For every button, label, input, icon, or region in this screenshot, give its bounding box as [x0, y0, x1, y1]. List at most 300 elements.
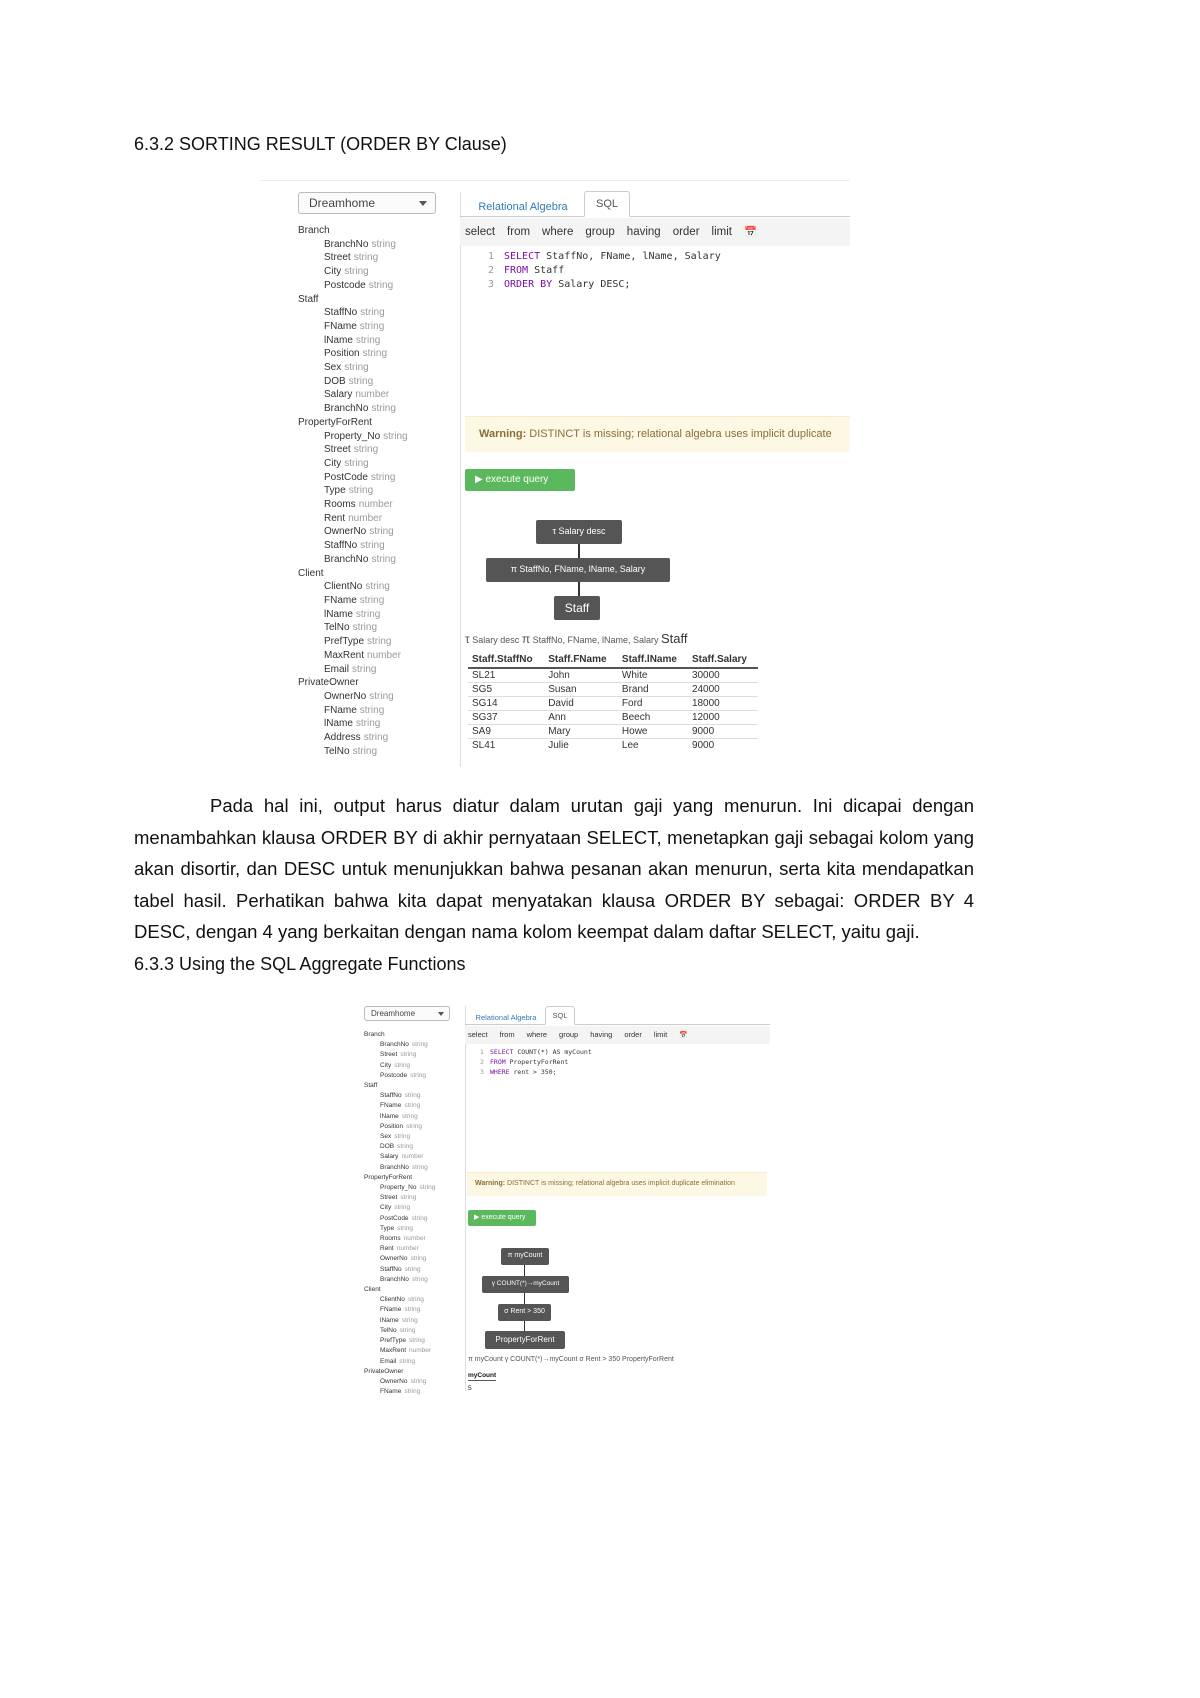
attribute-name: StaffNo — [380, 1092, 402, 1100]
attribute-type: string — [368, 279, 394, 291]
attribute-type: string — [353, 252, 379, 264]
schema-attribute[interactable] — [364, 1163, 435, 1173]
database-select-value: Dreamhome — [309, 196, 376, 210]
attribute-type: number — [355, 389, 390, 401]
schema-attribute[interactable] — [298, 238, 408, 252]
schema-relation-client[interactable]: Client — [298, 567, 324, 579]
code-line — [480, 1067, 592, 1077]
schema-attribute[interactable] — [298, 484, 408, 498]
toolbar-where[interactable]: where — [526, 1030, 548, 1039]
database-select[interactable] — [298, 192, 436, 214]
toolbar-having[interactable]: having — [626, 226, 661, 238]
attribute-name: Email — [324, 663, 350, 675]
schema-attribute[interactable] — [298, 635, 408, 649]
schema-attribute[interactable] — [364, 1132, 435, 1142]
sql-keyword: ORDER BY — [504, 279, 553, 290]
attribute-type: string — [419, 1184, 436, 1192]
attribute-type: string — [370, 471, 396, 483]
result-table — [468, 652, 758, 752]
attribute-name: Email — [380, 1357, 397, 1365]
table-cell: Lee — [618, 739, 688, 753]
relational-algebra-expression — [465, 631, 688, 646]
schema-attribute[interactable] — [298, 402, 408, 416]
tab-relational-algebra[interactable]: Relational Algebra — [478, 201, 568, 213]
schema-attribute[interactable] — [298, 704, 408, 718]
attribute-type: string — [365, 581, 390, 593]
schema-attribute[interactable] — [298, 388, 408, 402]
tab-relational-algebra[interactable]: Relational Algebra — [475, 1013, 537, 1022]
toolbar-group[interactable]: group — [585, 226, 615, 238]
section-heading-aggregate: 6.3.3 Using the SQL Aggregate Functions — [134, 954, 466, 974]
attribute-type: number — [396, 1245, 419, 1253]
table-cell: Mary — [544, 725, 618, 739]
table-row — [468, 668, 758, 683]
attribute-name: FName — [324, 320, 357, 332]
table-row — [468, 683, 758, 697]
schema-attribute[interactable] — [298, 580, 408, 594]
attribute-name: Rooms — [324, 499, 356, 511]
attribute-type: number — [403, 1235, 426, 1243]
attribute-type: string — [369, 690, 394, 702]
tree-node-relation-propertyforrent[interactable]: PropertyForRent — [485, 1331, 565, 1349]
attribute-type: string — [404, 1265, 421, 1273]
calendar-icon[interactable]: 📅 — [744, 227, 757, 238]
tree-node-sort[interactable]: τ Salary desc — [536, 520, 622, 544]
attribute-type: string — [355, 334, 381, 346]
attribute-name: Salary — [380, 1153, 399, 1161]
attribute-name: BranchNo — [324, 553, 369, 565]
attribute-name: City — [380, 1204, 392, 1212]
schema-attribute[interactable] — [364, 1071, 435, 1081]
attribute-name: Street — [380, 1194, 398, 1202]
attribute-name: FName — [324, 704, 357, 716]
schema-attribute[interactable] — [364, 1336, 435, 1346]
attribute-type: string — [348, 485, 374, 497]
attribute-name: FName — [380, 1102, 402, 1110]
tree-node-projection[interactable]: π myCount — [501, 1248, 549, 1265]
schema-attribute[interactable] — [298, 717, 408, 731]
line-number: 1 — [480, 1048, 484, 1056]
schema-attribute[interactable] — [364, 1234, 435, 1244]
attribute-type: string — [410, 1071, 427, 1079]
attribute-type: string — [371, 553, 396, 565]
schema-relation-staff[interactable]: Staff — [364, 1082, 378, 1090]
pi-subscript: StaffNo, FName, lName, Salary — [532, 635, 659, 645]
sql-keyword: FROM — [490, 1058, 506, 1066]
schema-attribute[interactable] — [298, 306, 408, 320]
attribute-type: string — [348, 375, 374, 387]
schema-attribute[interactable] — [364, 1254, 435, 1264]
toolbar-select[interactable]: select — [468, 1030, 488, 1039]
attribute-name: Position — [324, 348, 360, 360]
sql-keyword-toolbar — [465, 1026, 770, 1044]
warning-banner — [465, 416, 850, 452]
schema-relation-privateowner[interactable]: PrivateOwner — [364, 1367, 404, 1375]
schema-attribute[interactable] — [298, 361, 408, 375]
attribute-name: Rooms — [380, 1235, 401, 1243]
schema-tree — [364, 1030, 435, 1395]
execute-query-button[interactable] — [468, 1210, 536, 1226]
attribute-type: string — [394, 1133, 411, 1141]
table-row — [468, 711, 758, 725]
schema-relation-client[interactable]: Client — [364, 1286, 381, 1294]
schema-relation-staff[interactable]: Staff — [298, 293, 319, 305]
sql-text: Staff — [528, 265, 565, 276]
warning-text: DISTINCT is missing; relational algebra uses implicit duplicate — [526, 428, 832, 440]
table-cell: 9000 — [688, 725, 758, 739]
schema-attribute[interactable] — [298, 649, 408, 663]
attribute-type: string — [407, 1296, 424, 1304]
schema-attribute[interactable] — [298, 320, 408, 334]
warning-text: DISTINCT is missing; relational algebra uses implicit duplicate elimination — [505, 1180, 735, 1187]
toolbar-from[interactable]: from — [499, 1030, 515, 1039]
attribute-name: Type — [380, 1224, 395, 1232]
attribute-name: BranchNo — [380, 1163, 409, 1171]
toolbar-order[interactable]: order — [672, 226, 700, 238]
schema-attribute[interactable] — [364, 1295, 435, 1305]
attribute-type: string — [400, 1051, 417, 1059]
attribute-type: string — [371, 238, 396, 250]
section-heading-sorting: 6.3.2 SORTING RESULT (ORDER BY Clause) — [134, 134, 507, 154]
body-paragraph — [134, 790, 974, 948]
attribute-name: Sex — [380, 1133, 392, 1141]
schema-attribute[interactable] — [364, 1214, 435, 1224]
attribute-name: ClientNo — [380, 1296, 405, 1304]
attribute-type: string — [411, 1041, 428, 1049]
schema-attribute[interactable] — [364, 1326, 435, 1336]
schema-attribute[interactable] — [364, 1091, 435, 1101]
attribute-type: string — [399, 1357, 416, 1365]
attribute-name: OwnerNo — [324, 690, 367, 702]
attribute-name: City — [380, 1061, 392, 1069]
top-border — [260, 180, 850, 181]
schema-attribute[interactable] — [364, 1193, 435, 1203]
attribute-type: string — [401, 1316, 418, 1324]
attribute-type: string — [352, 622, 378, 634]
attribute-type: number — [358, 499, 393, 511]
warning-banner — [467, 1172, 767, 1196]
relational-algebra-expression: π myCount γ COUNT(*)→myCount σ Rent > 350 PropertyForRent — [468, 1356, 674, 1363]
schema-attribute[interactable] — [298, 347, 408, 361]
schema-attribute[interactable] — [298, 279, 408, 293]
pane-divider — [465, 1006, 466, 1391]
attribute-type: string — [352, 663, 377, 675]
attribute-type: string — [410, 1255, 427, 1263]
attribute-type: string — [399, 1326, 416, 1334]
chevron-down-icon — [438, 1012, 444, 1016]
attribute-type: string — [355, 608, 381, 620]
schema-attribute[interactable] — [364, 1061, 435, 1071]
toolbar-having[interactable]: having — [590, 1030, 613, 1039]
attribute-type: string — [353, 444, 379, 456]
schema-attribute[interactable] — [364, 1265, 435, 1275]
schema-attribute[interactable] — [298, 621, 408, 635]
schema-attribute[interactable] — [364, 1275, 435, 1285]
column-header[interactable]: Staff.Salary — [688, 652, 758, 668]
schema-attribute[interactable] — [298, 375, 408, 389]
warning-label: Warning: — [479, 428, 527, 440]
schema-attribute[interactable] — [364, 1346, 435, 1356]
toolbar-order[interactable]: order — [624, 1030, 642, 1039]
expression-relation: Staff — [661, 631, 688, 646]
attribute-name: BranchNo — [380, 1041, 409, 1049]
attribute-name: MaxRent — [380, 1347, 407, 1355]
schema-attribute[interactable] — [298, 525, 408, 539]
schema-relation-propertyforrent[interactable]: PropertyForRent — [298, 416, 372, 428]
result-header-row — [468, 652, 758, 668]
attribute-type: string — [404, 1306, 421, 1314]
attribute-type: string — [360, 307, 385, 319]
tree-node-selection[interactable]: σ Rent > 350 — [498, 1304, 551, 1321]
schema-attribute[interactable] — [298, 471, 408, 485]
sql-text: PropertyForRent — [505, 1058, 569, 1066]
attribute-type: string — [344, 266, 369, 278]
attribute-type: string — [363, 732, 389, 744]
schema-attribute[interactable] — [298, 498, 408, 512]
attribute-name: lName — [324, 718, 353, 730]
tree-node-projection[interactable]: π StaffNo, FName, lName, Salary — [486, 558, 670, 582]
tab-sql[interactable]: SQL — [584, 191, 630, 217]
schema-attribute[interactable] — [298, 690, 408, 704]
schema-attribute[interactable] — [298, 430, 408, 444]
table-cell: Howe — [618, 725, 688, 739]
toolbar-where[interactable]: where — [542, 226, 574, 238]
table-cell: 12000 — [688, 711, 758, 725]
schema-attribute[interactable] — [298, 663, 408, 677]
code-line — [488, 250, 721, 264]
schema-attribute[interactable] — [364, 1152, 435, 1162]
attribute-type: string — [404, 1388, 421, 1395]
schema-attribute[interactable] — [298, 251, 408, 265]
tau-symbol: τ — [465, 632, 470, 646]
attribute-name: Postcode — [380, 1071, 408, 1079]
schema-attribute[interactable] — [364, 1142, 435, 1152]
toolbar-select[interactable]: select — [465, 226, 496, 238]
attribute-name: Sex — [324, 362, 342, 374]
table-cell: SL41 — [468, 739, 544, 753]
execute-query-button[interactable] — [465, 469, 575, 491]
table-cell: 24000 — [688, 683, 758, 697]
attribute-name: City — [324, 266, 342, 278]
attribute-type: string — [394, 1204, 411, 1212]
column-header[interactable]: Staff.lName — [618, 652, 688, 668]
tree-edge — [578, 582, 580, 596]
result-cell: 5 — [468, 1385, 472, 1392]
code-line — [480, 1057, 592, 1067]
sql-editor[interactable] — [480, 1047, 592, 1077]
tree-node-group[interactable]: γ COUNT(*)→myCount — [482, 1276, 569, 1293]
pi-symbol: π — [521, 632, 531, 646]
table-cell: David — [544, 697, 618, 711]
table-cell: 30000 — [688, 668, 758, 683]
sql-text: rent > 350; — [509, 1068, 557, 1076]
line-number: 3 — [488, 279, 495, 290]
code-line — [488, 264, 721, 278]
attribute-name: Address — [324, 732, 361, 744]
tree-edge — [524, 1321, 525, 1331]
attribute-name: DOB — [324, 375, 346, 387]
screenshot-sorting — [260, 180, 850, 770]
schema-attribute[interactable] — [298, 553, 408, 567]
attribute-name: City — [324, 457, 342, 469]
attribute-name: PostCode — [380, 1214, 409, 1222]
attribute-name: StaffNo — [380, 1265, 402, 1273]
schema-attribute[interactable] — [298, 457, 408, 471]
schema-attribute[interactable] — [364, 1050, 435, 1060]
attribute-name: ClientNo — [324, 581, 363, 593]
attribute-name: lName — [324, 608, 353, 620]
attribute-name: DOB — [380, 1143, 395, 1151]
attribute-name: Rent — [380, 1245, 394, 1253]
schema-attribute[interactable] — [364, 1122, 435, 1132]
table-row — [468, 725, 758, 739]
schema-attribute[interactable] — [298, 745, 408, 759]
attribute-type: string — [359, 594, 385, 606]
execute-query-label: execute query — [485, 474, 549, 485]
sql-text: COUNT(*) AS myCount — [513, 1048, 592, 1056]
table-cell: Ford — [618, 697, 688, 711]
attribute-name: TelNo — [380, 1326, 397, 1334]
attribute-name: BranchNo — [324, 403, 369, 415]
tab-sql[interactable]: SQL — [545, 1006, 575, 1025]
schema-attribute[interactable] — [298, 731, 408, 745]
attribute-name: Street — [324, 444, 351, 456]
paragraph-text: Pada hal ini, output harus diatur dalam urutan gaji yang menurun. Ini dicapai dengan menambahkan klausa ORDER BY di akhir pernyataan SELECT, menetapkan gaji sebagai kolom yang akan disortir, dan DESC untuk menunjukkan bahwa pesanan akan menurun, serta kita mendapatkan tabel hasil. Perhatikan bahwa kita dapat menyatakan klausa ORDER BY sebagai: ORDER BY 4 DESC, dengan 4 yang berkaitan dengan nama kolom keempat dalam daftar SELECT, yaitu gaji. — [134, 795, 974, 942]
sql-editor[interactable] — [488, 250, 721, 292]
schema-attribute[interactable] — [364, 1387, 435, 1395]
schema-attribute[interactable] — [364, 1224, 435, 1234]
attribute-type: string — [406, 1122, 423, 1130]
schema-attribute[interactable] — [298, 443, 408, 457]
attribute-name: MaxRent — [324, 649, 365, 661]
schema-attribute[interactable] — [298, 594, 408, 608]
attribute-name: FName — [380, 1388, 402, 1395]
schema-attribute[interactable] — [298, 512, 408, 526]
attribute-name: PostCode — [324, 471, 368, 483]
toolbar-group[interactable]: group — [559, 1030, 579, 1039]
toolbar-from[interactable]: from — [507, 226, 531, 238]
attribute-type: number — [409, 1347, 432, 1355]
schema-attribute[interactable] — [364, 1377, 435, 1387]
attribute-type: string — [352, 745, 378, 757]
attribute-type: string — [397, 1143, 413, 1151]
database-select[interactable] — [364, 1006, 450, 1021]
screenshot-aggregate — [360, 1000, 770, 1395]
tree-edge — [578, 544, 580, 558]
schema-attribute[interactable] — [364, 1316, 435, 1326]
schema-attribute[interactable] — [364, 1040, 435, 1050]
sql-keyword: SELECT — [490, 1048, 514, 1056]
attribute-type: string — [404, 1092, 421, 1100]
line-number: 3 — [480, 1068, 484, 1076]
attribute-name: BranchNo — [324, 238, 369, 250]
code-line — [488, 278, 721, 292]
attribute-type: string — [394, 1061, 411, 1069]
attribute-name: TelNo — [324, 745, 350, 757]
line-number: 1 — [488, 251, 495, 262]
table-cell: SG14 — [468, 697, 544, 711]
schema-attribute[interactable] — [364, 1203, 435, 1213]
attribute-name: OwnerNo — [324, 526, 367, 538]
schema-attribute[interactable] — [364, 1305, 435, 1315]
table-cell: Beech — [618, 711, 688, 725]
attribute-type: string — [371, 403, 396, 415]
attribute-type: string — [344, 362, 369, 374]
schema-tree — [298, 224, 408, 758]
line-number: 2 — [480, 1058, 484, 1066]
toolbar-limit[interactable]: limit — [711, 226, 732, 238]
attribute-name: BranchNo — [380, 1275, 409, 1283]
attribute-type: string — [401, 1112, 418, 1120]
attribute-name: StaffNo — [324, 540, 358, 552]
attribute-type: string — [367, 636, 392, 648]
attribute-type: string — [355, 718, 381, 730]
calendar-icon[interactable]: 📅 — [679, 1032, 688, 1039]
code-line — [480, 1047, 592, 1057]
schema-attribute[interactable] — [364, 1112, 435, 1122]
attribute-name: Position — [380, 1122, 404, 1130]
table-cell: Julie — [544, 739, 618, 753]
column-header[interactable]: Staff.FName — [544, 652, 618, 668]
attribute-type: string — [344, 457, 369, 469]
sql-keyword: FROM — [504, 265, 529, 276]
sql-keyword: WHERE — [490, 1068, 510, 1076]
schema-attribute[interactable] — [364, 1101, 435, 1111]
attribute-name: FName — [380, 1306, 402, 1314]
column-header[interactable]: Staff.StaffNo — [468, 652, 544, 668]
table-cell: SG37 — [468, 711, 544, 725]
schema-relation-propertyforrent[interactable]: PropertyForRent — [364, 1173, 413, 1181]
schema-attribute[interactable] — [364, 1357, 435, 1367]
attribute-name: OwnerNo — [380, 1255, 408, 1263]
attribute-type: string — [359, 320, 385, 332]
tree-node-relation-staff[interactable]: Staff — [554, 596, 600, 620]
table-cell: Ann — [544, 711, 618, 725]
attribute-name: StaffNo — [324, 307, 358, 319]
tree-edge — [524, 1293, 525, 1304]
attribute-type: number — [401, 1153, 424, 1161]
sql-text: Salary DESC; — [552, 279, 631, 290]
attribute-type: string — [411, 1275, 428, 1283]
schema-attribute[interactable] — [298, 608, 408, 622]
schema-attribute[interactable] — [298, 265, 408, 279]
tab-bar — [465, 1006, 770, 1025]
table-cell: SG5 — [468, 683, 544, 697]
attribute-type: number — [348, 512, 383, 524]
line-number: 2 — [488, 265, 495, 276]
attribute-type: string — [359, 704, 385, 716]
schema-attribute[interactable] — [298, 334, 408, 348]
attribute-name: PrefType — [380, 1337, 407, 1345]
attribute-name: Salary — [324, 389, 353, 401]
schema-attribute[interactable] — [298, 539, 408, 553]
schema-attribute[interactable] — [364, 1244, 435, 1254]
schema-attribute[interactable] — [364, 1183, 435, 1193]
table-cell: 18000 — [688, 697, 758, 711]
schema-relation-branch[interactable]: Branch — [298, 225, 330, 236]
table-cell: John — [544, 668, 618, 683]
toolbar-limit[interactable]: limit — [653, 1030, 668, 1039]
sql-keyword: SELECT — [504, 251, 541, 262]
schema-relation-privateowner[interactable]: PrivateOwner — [298, 677, 359, 689]
attribute-type: string — [360, 540, 385, 552]
attribute-name: lName — [380, 1316, 399, 1324]
table-row — [468, 697, 758, 711]
warning-label: Warning: — [475, 1180, 506, 1187]
sql-text: StaffNo, FName, lName, Salary — [540, 251, 721, 262]
attribute-type: string — [383, 430, 408, 442]
schema-relation-branch[interactable]: Branch — [364, 1031, 385, 1038]
